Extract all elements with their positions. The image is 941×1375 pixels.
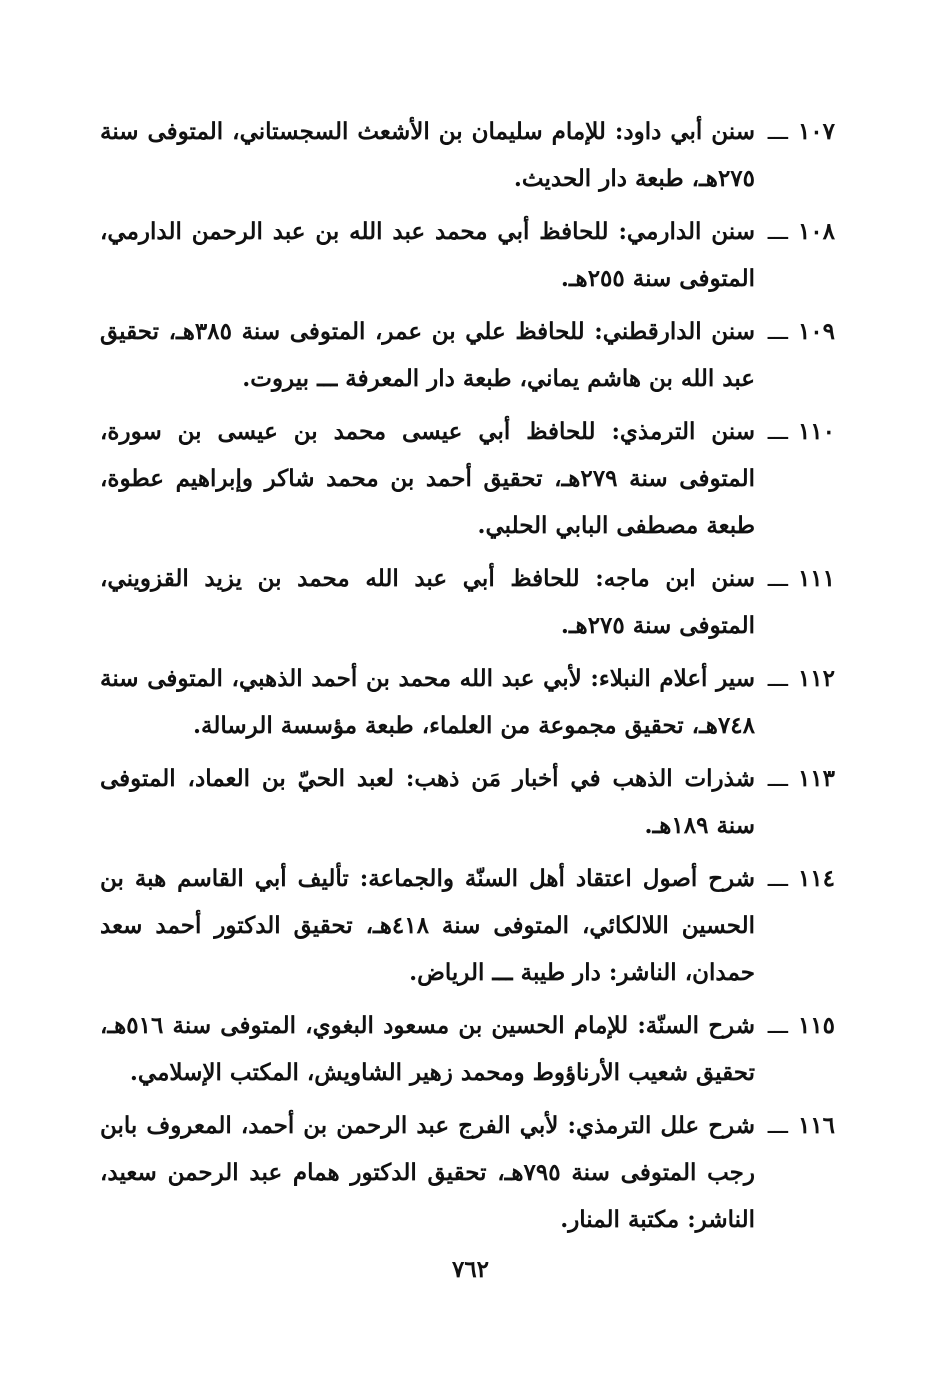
entry-dash: ـــ — [767, 319, 788, 345]
bibliography-entry — [100, 755, 835, 849]
entry-number: ١١٣ـــ — [755, 755, 835, 849]
entry-number: ١٠٩ـــ — [755, 308, 835, 402]
bibliography-entry — [100, 555, 835, 649]
bibliography-entry — [100, 408, 835, 549]
entry-dash: ـــ — [767, 1013, 788, 1039]
bibliography-entry — [100, 208, 835, 302]
entry-number: ١١٥ـــ — [755, 1002, 835, 1096]
entry-text: شرح السنّة: للإمام الحسين بن مسعود البغوي، المتوفى سنة ٥١٦هـ، تحقيق شعيب الأرناؤوط ومحمد زهير الشاويش، المكتب الإسلامي. — [100, 1012, 755, 1086]
entry-text: شرح أصول اعتقاد أهل السنّة والجماعة: تأليف أبي القاسم هبة بن الحسين اللالكائي، المتوفى سنة ٤١٨هـ، تحقيق الدكتور أحمد سعد حمدان، الناشر: دار طيبة ـــ الرياض. — [100, 865, 755, 986]
entry-text: شذرات الذهب في أخبار مَن ذهب: لعبد الحيّ بن العماد، المتوفى سنة ١٨٩هـ. — [100, 765, 755, 839]
entry-number: ١١١ـــ — [755, 555, 835, 649]
entry-number: ١٠٨ـــ — [755, 208, 835, 302]
entry-dash: ـــ — [767, 866, 788, 892]
entry-text: سنن أبي داود: للإمام سليمان بن الأشعث السجستاني، المتوفى سنة ٢٧٥هـ، طبعة دار الحديث. — [100, 118, 755, 192]
entry-text: سير أعلام النبلاء: لأبي عبد الله محمد بن أحمد الذهبي، المتوفى سنة ٧٤٨هـ، تحقيق مجموعة من العلماء، طبعة مؤسسة الرسالة. — [100, 665, 755, 739]
entry-dash: ـــ — [767, 419, 788, 445]
entry-number: ١١٦ـــ — [755, 1102, 835, 1243]
entry-dash: ـــ — [767, 766, 788, 792]
entry-text: سنن الترمذي: للحافظ أبي عيسى محمد بن عيسى بن سورة، المتوفى سنة ٢٧٩هـ، تحقيق أحمد بن محمد شاكر وإبراهيم عطوة، طبعة مصطفى البابي الحلبي. — [100, 418, 755, 539]
entry-text: شرح علل الترمذي: لأبي الفرج عبد الرحمن بن أحمد، المعروف بابن رجب المتوفى سنة ٧٩٥هـ، تحقيق الدكتور همام عبد الرحمن سعيد، الناشر: مكتبة المنار. — [100, 1112, 756, 1233]
bibliography-list — [100, 108, 835, 1249]
bibliography-entry — [100, 108, 835, 202]
entry-number: ١١٤ـــ — [755, 855, 835, 996]
entry-number: ١١٢ـــ — [755, 655, 835, 749]
entry-text: سنن ابن ماجه: للحافظ أبي عبد الله محمد بن يزيد القزويني، المتوفى سنة ٢٧٥هـ. — [100, 565, 755, 639]
bibliography-entry — [100, 655, 835, 749]
bibliography-entry — [100, 855, 835, 996]
entry-text: سنن الدارقطني: للحافظ علي بن عمر، المتوفى سنة ٣٨٥هـ، تحقيق عبد الله بن هاشم يماني، طبعة دار المعرفة ـــ بيروت. — [100, 318, 755, 392]
entry-number: ١٠٧ـــ — [755, 108, 835, 202]
entry-dash: ـــ — [767, 219, 788, 245]
entry-dash: ـــ — [767, 1113, 788, 1139]
entry-dash: ـــ — [767, 566, 788, 592]
entry-dash: ـــ — [767, 119, 788, 145]
entry-number: ١١٠ـــ — [755, 408, 835, 549]
bibliography-entry — [100, 1102, 835, 1243]
bibliography-entry — [100, 308, 835, 402]
entry-text: سنن الدارمي: للحافظ أبي محمد عبد الله بن عبد الرحمن الدارمي، المتوفى سنة ٢٥٥هـ. — [100, 218, 755, 292]
entry-dash: ـــ — [767, 666, 788, 692]
page-number: ٧٦٢ — [451, 1256, 490, 1283]
bibliography-entry — [100, 1002, 835, 1096]
